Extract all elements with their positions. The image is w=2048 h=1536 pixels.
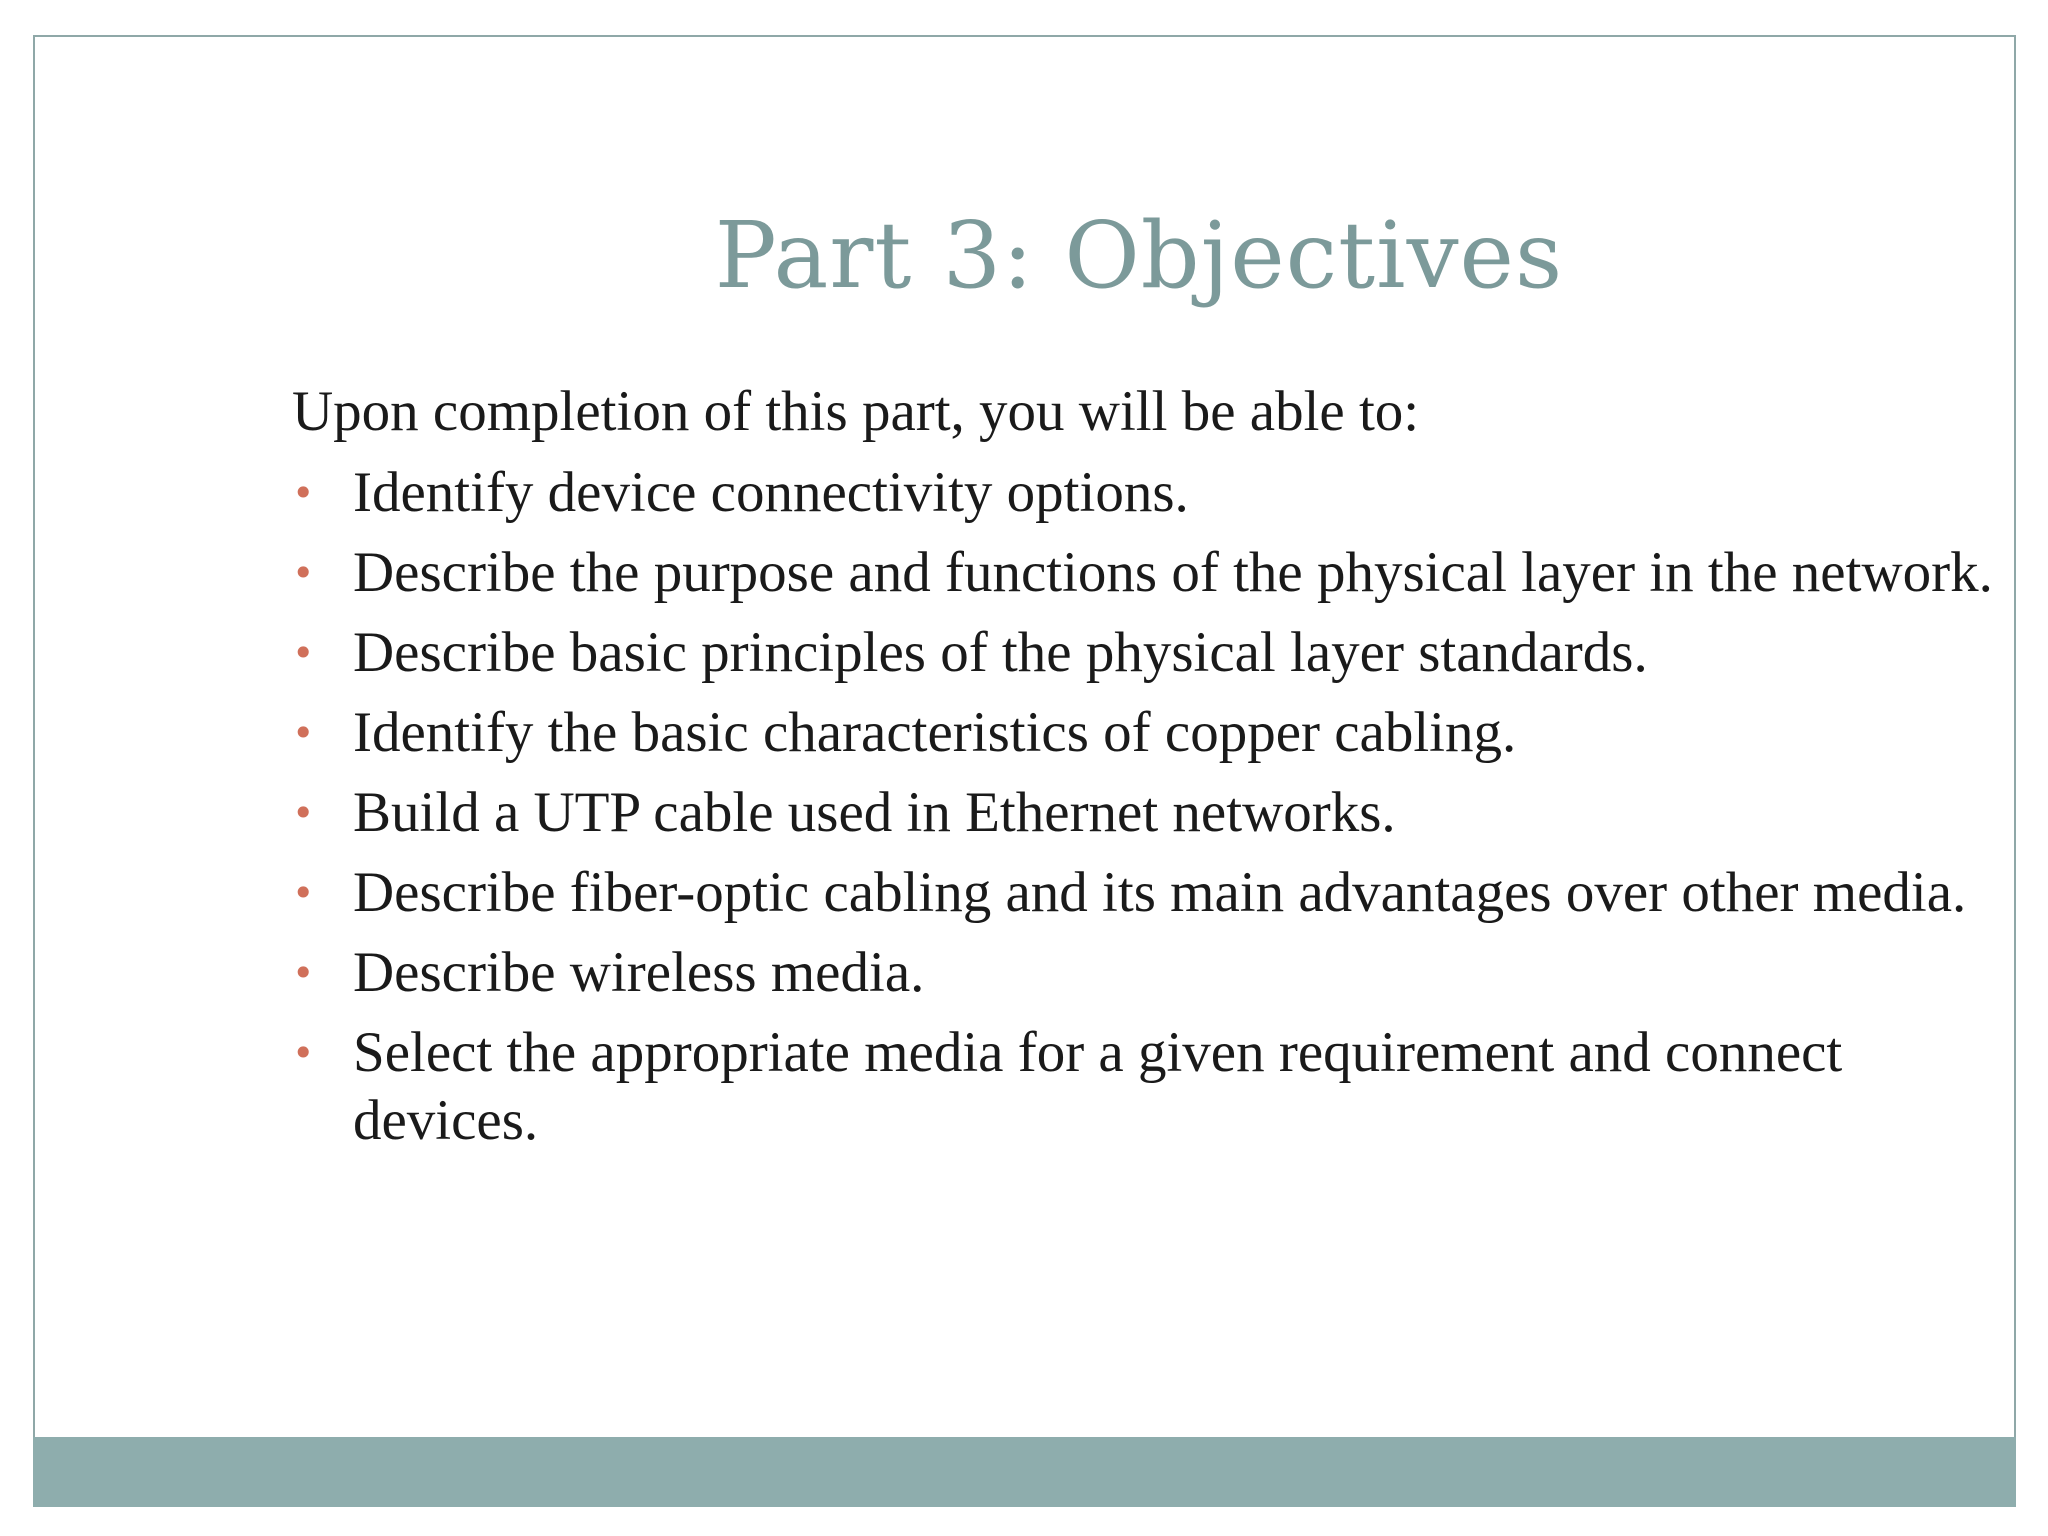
objective-item bbox=[292, 459, 2012, 527]
objective-text: Build a UTP cable used in Ethernet networks. bbox=[353, 781, 1396, 844]
objective-item bbox=[292, 1019, 2012, 1155]
bullet-icon: • bbox=[292, 791, 315, 835]
objective-item bbox=[292, 939, 2012, 1007]
bullet-icon: • bbox=[292, 951, 315, 995]
objective-item bbox=[292, 619, 2012, 687]
objective-item bbox=[292, 779, 2012, 847]
objective-text: Describe basic principles of the physical layer standards. bbox=[353, 621, 1648, 684]
objectives-list bbox=[292, 459, 2012, 1155]
bullet-icon: • bbox=[292, 551, 315, 595]
objective-text: Describe the purpose and functions of the physical layer in the network. bbox=[353, 541, 1993, 604]
objective-text: Describe wireless media. bbox=[353, 941, 925, 1004]
objective-text: Identify the basic characteristics of copper cabling. bbox=[353, 701, 1517, 764]
intro-text: Upon completion of this part, you will be able to: bbox=[292, 380, 1420, 443]
objective-item bbox=[292, 859, 2012, 927]
bullet-icon: • bbox=[292, 471, 315, 515]
bullet-icon: • bbox=[292, 871, 315, 915]
objective-item bbox=[292, 699, 2012, 767]
bullet-icon: • bbox=[292, 711, 315, 755]
bullet-icon: • bbox=[292, 1031, 315, 1075]
objective-text: Identify device connectivity options. bbox=[353, 461, 1189, 524]
objective-item bbox=[292, 539, 2012, 607]
footer-band bbox=[33, 1437, 2016, 1507]
objective-text: Select the appropriate media for a given requirement and connect devices. bbox=[353, 1021, 1843, 1152]
slide-title: Part 3: Objectives bbox=[714, 202, 1564, 309]
bullet-icon: • bbox=[292, 631, 315, 675]
slide-body bbox=[292, 378, 2012, 1167]
objective-text: Describe fiber-optic cabling and its main advantages over other media. bbox=[353, 861, 1967, 924]
